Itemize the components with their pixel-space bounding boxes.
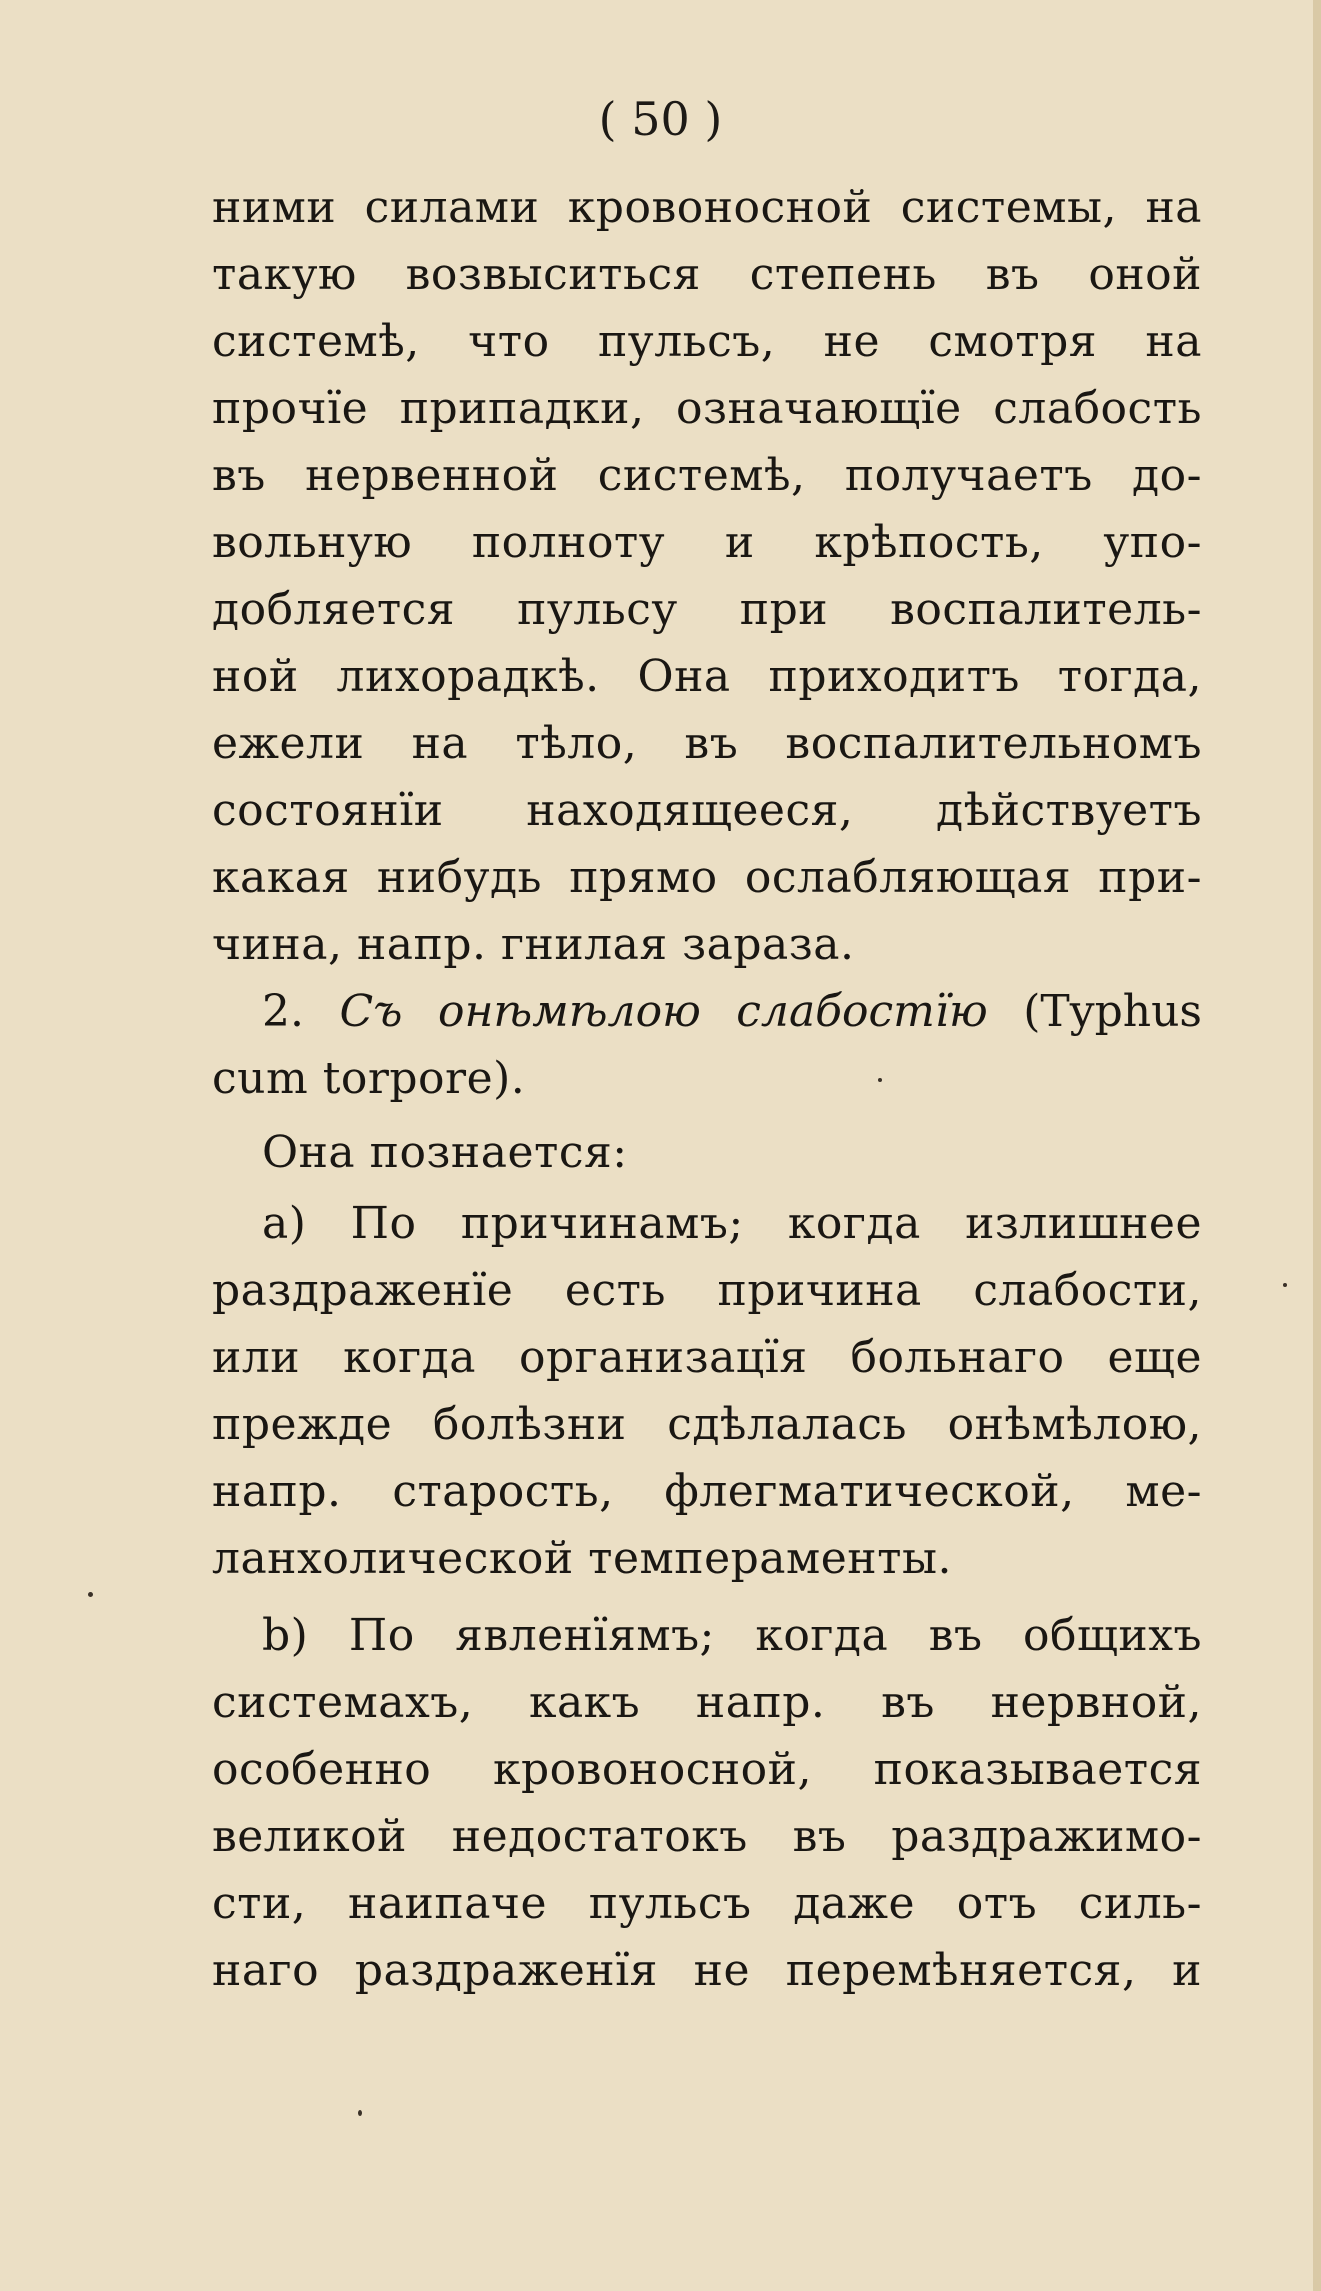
paper-speck <box>88 1592 93 1597</box>
item-b-line: наго раздраженїя не перемѣняется, и <box>212 1945 1202 1996</box>
text-line: ной лихорадкѣ. Она приходитъ тогда, <box>212 651 1202 702</box>
item-b-line: системахъ, какъ напр. въ нервной, <box>212 1677 1202 1728</box>
item-a-line: а) По причинамъ; когда излишнее <box>262 1198 1202 1249</box>
paper-speck <box>1283 1283 1287 1287</box>
item-a-line: или когда организацїя больнаго еще <box>212 1332 1202 1383</box>
section-latin-open: (Typhus <box>1023 986 1202 1037</box>
text-line: ними силами кровоносной системы, на <box>212 182 1202 233</box>
paper-speck <box>358 2110 362 2116</box>
page-number: ( 50 ) <box>598 92 723 146</box>
item-b-line: b) По явленїямъ; когда въ общихъ <box>262 1610 1202 1661</box>
section-number: 2. <box>262 986 304 1037</box>
paper-speck <box>878 1078 882 1082</box>
item-a-line: прежде болѣзни сдѣлалась онѣмѣлою, <box>212 1399 1202 1450</box>
item-b-line: сти, наипаче пульсъ даже отъ силь- <box>212 1878 1202 1929</box>
text-line: въ нервенной системѣ, получаетъ до- <box>212 450 1202 501</box>
text-line: ежели на тѣло, въ воспалительномъ <box>212 718 1202 769</box>
item-a-line: ланхолической темпераменты. <box>212 1533 952 1584</box>
text-line: системѣ, что пульсъ, не смотря на <box>212 316 1202 367</box>
section-heading <box>262 984 1202 1040</box>
item-b-line: великой недостатокъ въ раздражимо- <box>212 1811 1202 1862</box>
text-line: какая нибудь прямо ослабляющая при- <box>212 852 1202 903</box>
section-title: Съ онѣмѣлою слабостїю <box>339 986 988 1037</box>
text-line: прочїе припадки, означающїе слабость <box>212 383 1202 434</box>
item-a-line: раздраженїе есть причина слабости, <box>212 1265 1202 1316</box>
text-line: вольную полноту и крѣпость, упо- <box>212 517 1202 568</box>
intro-line: Она познается: <box>262 1127 628 1178</box>
text-line: такую возвыситься степень въ оной <box>212 249 1202 300</box>
item-b-line: особенно кровоносной, показывается <box>212 1744 1202 1795</box>
text-line: состоянїи находящееся, дѣйствуетъ <box>212 785 1202 836</box>
text-line: чина, напр. гнилая зараза. <box>212 919 855 970</box>
text-line: добляется пульсу при воспалитель- <box>212 584 1202 635</box>
item-a-line: напр. старость, флегматической, ме- <box>212 1466 1202 1517</box>
page-edge <box>1313 0 1321 2291</box>
section-latin-close: cum torpore). <box>212 1053 526 1104</box>
